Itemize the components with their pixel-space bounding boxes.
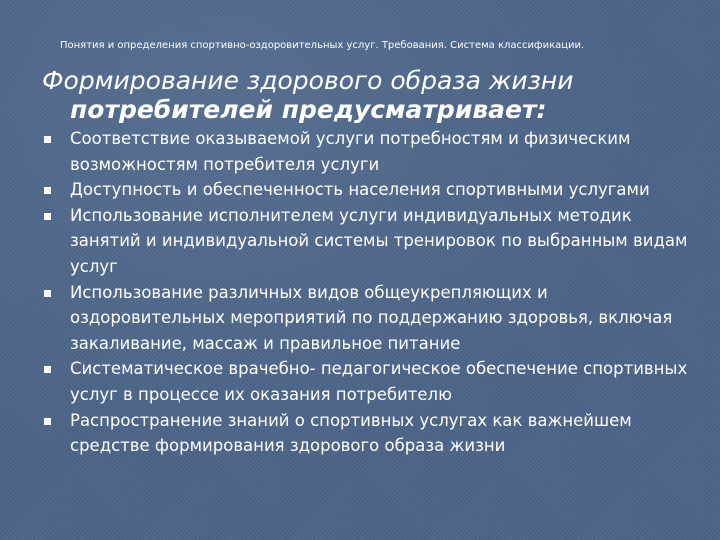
bullet-text: Использование различных видов общеукрепляющих и оздоровительных мероприятий по поддержанию здоровья, включая закаливание, массаж и правильное питание [70, 282, 673, 353]
slide-header: Понятия и определения спортивно-оздоровительных услуг. Требования. Система классификации. [60, 40, 585, 51]
square-bullet-icon [44, 290, 51, 297]
bullet-text: Использование исполнителем услуги индивидуальных методик занятий и индивидуальной системы тренировок по выбранным видам услуг [70, 205, 688, 276]
slide-title [42, 66, 682, 124]
bullet-text: Систематическое врачебно- педагогическое обеспечение спортивных услуг в процессе их оказания потребителю [70, 359, 688, 404]
bullet-text: Распространение знаний о спортивных услугах как важнейшем средстве формирования здорового образа жизни [70, 410, 632, 456]
bullet-text: Соответствие оказываемой услуги потребностям и физическим возможностям потребителя услуги [70, 129, 631, 174]
bullet-item [42, 408, 692, 459]
bullet-text: Доступность и обеспеченность населения спортивными услугами [70, 180, 650, 200]
slide-title-line-1: Формирование здорового образа жизни [42, 66, 574, 95]
square-bullet-icon [44, 213, 51, 220]
square-bullet-icon [44, 418, 51, 425]
square-bullet-icon [44, 136, 51, 143]
bullet-item [42, 126, 692, 177]
square-bullet-icon [44, 366, 51, 373]
bullet-item [42, 203, 692, 280]
bullet-item [42, 280, 692, 357]
bullet-list [42, 126, 692, 459]
bullet-item [42, 356, 692, 407]
square-bullet-icon [44, 187, 51, 194]
slide-title-line-2: потребителей предусматривает: [70, 95, 547, 124]
bullet-item [42, 177, 692, 203]
